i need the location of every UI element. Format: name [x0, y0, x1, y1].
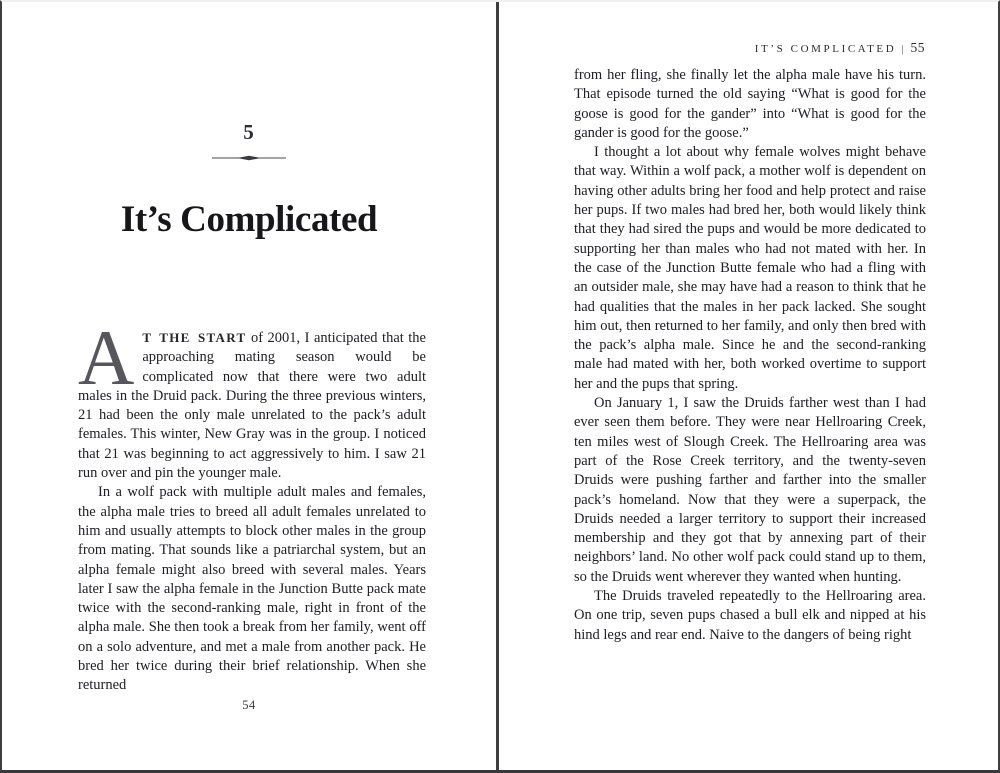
paragraph-text: of 2001, I anticipated that the approaching mating season would be complicated now that there were two adult males in the Druid pack. During the three previous winters, 21 had been the only male unrelated to the pack’s adult females. This winter, New Gray was in the group. I noticed that 21 was beginning to act aggressively to him. I saw 21 run over and pin the younger male.: [78, 330, 426, 482]
left-page-text: [78, 314, 426, 696]
page-number-left: 54: [242, 698, 256, 712]
paragraph: from her fling, she finally let the alpha male have his turn. That episode turned the old saying “What is good for the goose is good for the gander” into “What is good for the gander is good for the goose.”: [574, 67, 926, 141]
paragraph: In a wolf pack with multiple adult males and females, the alpha male tries to breed all adult females unrelated to him and usually attempts to block other males in the group from mating. That sounds like a patriarchal system, but an alpha female might also breed with several males. Years later I saw the alpha female in the Junction Butte pack mate twice with the second-ranking male, right in front of the alpha male. She then took a break from her family, went off on a solo adventure, and met a male from another pack. He bred her twice during their brief relationship. When she returned: [78, 484, 426, 694]
paragraph: On January 1, I saw the Druids farther west than I had ever seen them before. They were near Hellroaring Creek, ten miles west of Slough Creek. The Hellroaring area was part of the Rose Creek territory, and the twenty-seven Druids were pushing farther and farther into the smaller pack’s homeland. Now that they were a superpack, the Druids needed a larger territory to support their increased membership and they got that by annexing part of their neighbors’ land. No other wolf pack could stand up to them, so the Druids went wherever they wanted when hunting.: [574, 395, 926, 585]
chapter-title: It’s Complicated: [120, 199, 378, 240]
chapter-number: 5: [243, 120, 255, 144]
right-page: [499, 2, 995, 770]
running-header: [755, 40, 925, 56]
chapter-ornament-icon: [2, 154, 496, 162]
drop-cap: A: [78, 314, 135, 401]
right-page-text: [574, 66, 926, 645]
paragraph-opening: [78, 314, 426, 483]
left-page: [2, 2, 499, 770]
lead-small-caps: T THE START: [142, 330, 247, 345]
running-header-separator: |: [901, 43, 904, 55]
running-header-page-number: 55: [910, 40, 925, 55]
running-header-title: IT’S COMPLICATED: [754, 43, 897, 55]
paragraph: I thought a lot about why female wolves might behave that way. Within a wolf pack, a mother wolf is dependent on having other adults bring her food and help protect and raise her pups. If two males had bred her, both would likely think that they had sired the pups and would be more dedicated to supporting her than males who had not mated with her. In the case of the Junction Butte female who had a fling with an outsider male, she may have had a reason to think that he had qualities that the males in her pack lacked. She sought him out, then returned to her family, and only then bred with the pack’s alpha male. Since he and the second-ranking male had mated with her, both worked overtime to support her and the pups that spring.: [574, 144, 926, 392]
paragraph: The Druids traveled repeatedly to the Hellroaring area. On one trip, seven pups chased a bull elk and nipped at his hind legs and rear end. Naive to the dangers of being right: [574, 588, 926, 643]
